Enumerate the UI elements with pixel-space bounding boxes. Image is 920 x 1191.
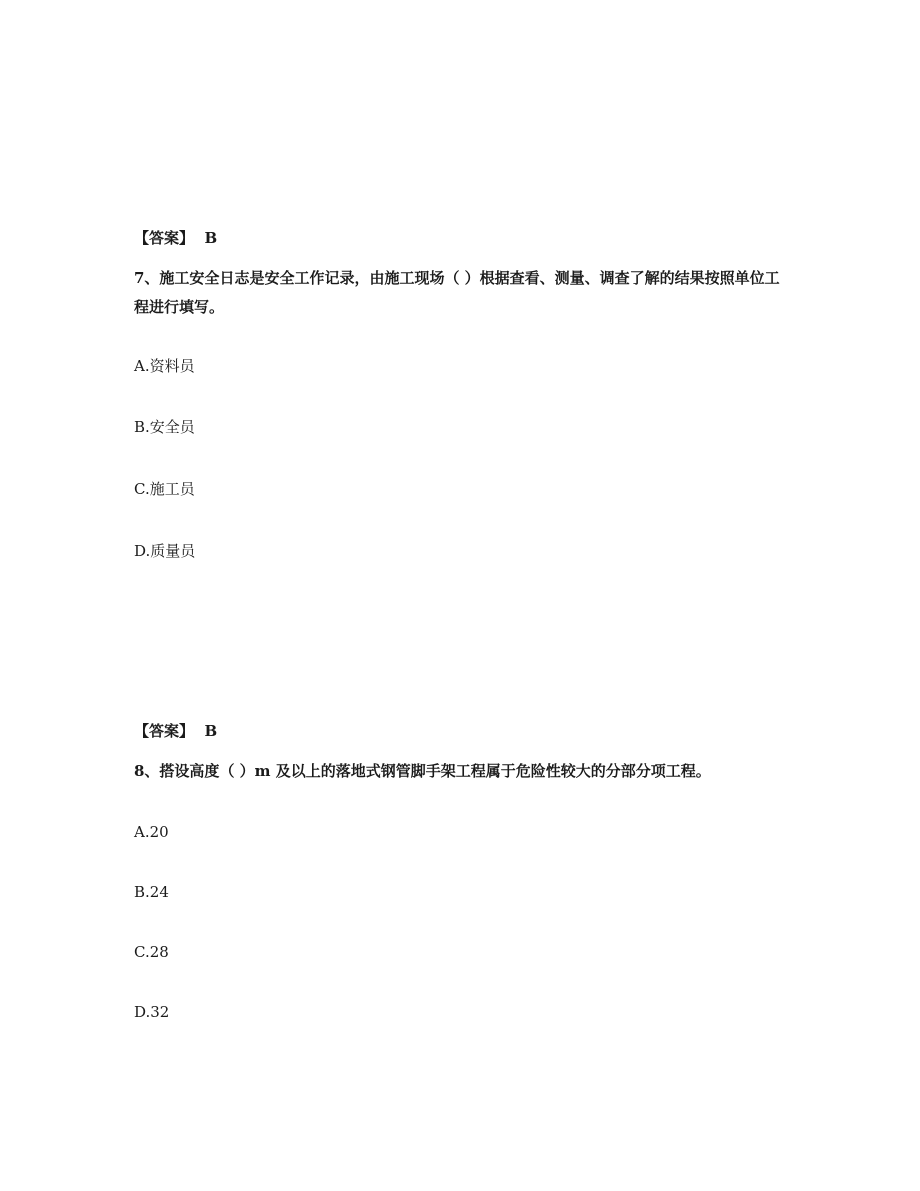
answer-label: 【答案】 B [134,229,218,247]
option-c: C.施工员 [134,480,195,498]
question-text: 8、搭设高度（ ）m 及以上的落地式钢管脚手架工程属于危险性较大的分部分项工程。 [134,762,711,780]
option-d: D.32 [134,1003,170,1021]
option-d: D.质量员 [134,542,196,560]
option-a: A.20 [134,823,169,841]
option-b: B.安全员 [134,418,195,436]
answer-label: 【答案】 B [134,722,218,740]
question-text: 7、施工安全日志是安全工作记录，由施工现场（ ）根据查看、测量、调查了解的结果按照单位工程进行填写。 [134,269,780,316]
option-b: B.24 [134,883,169,901]
option-c: C.28 [134,943,169,961]
option-a: A.资料员 [134,357,195,375]
